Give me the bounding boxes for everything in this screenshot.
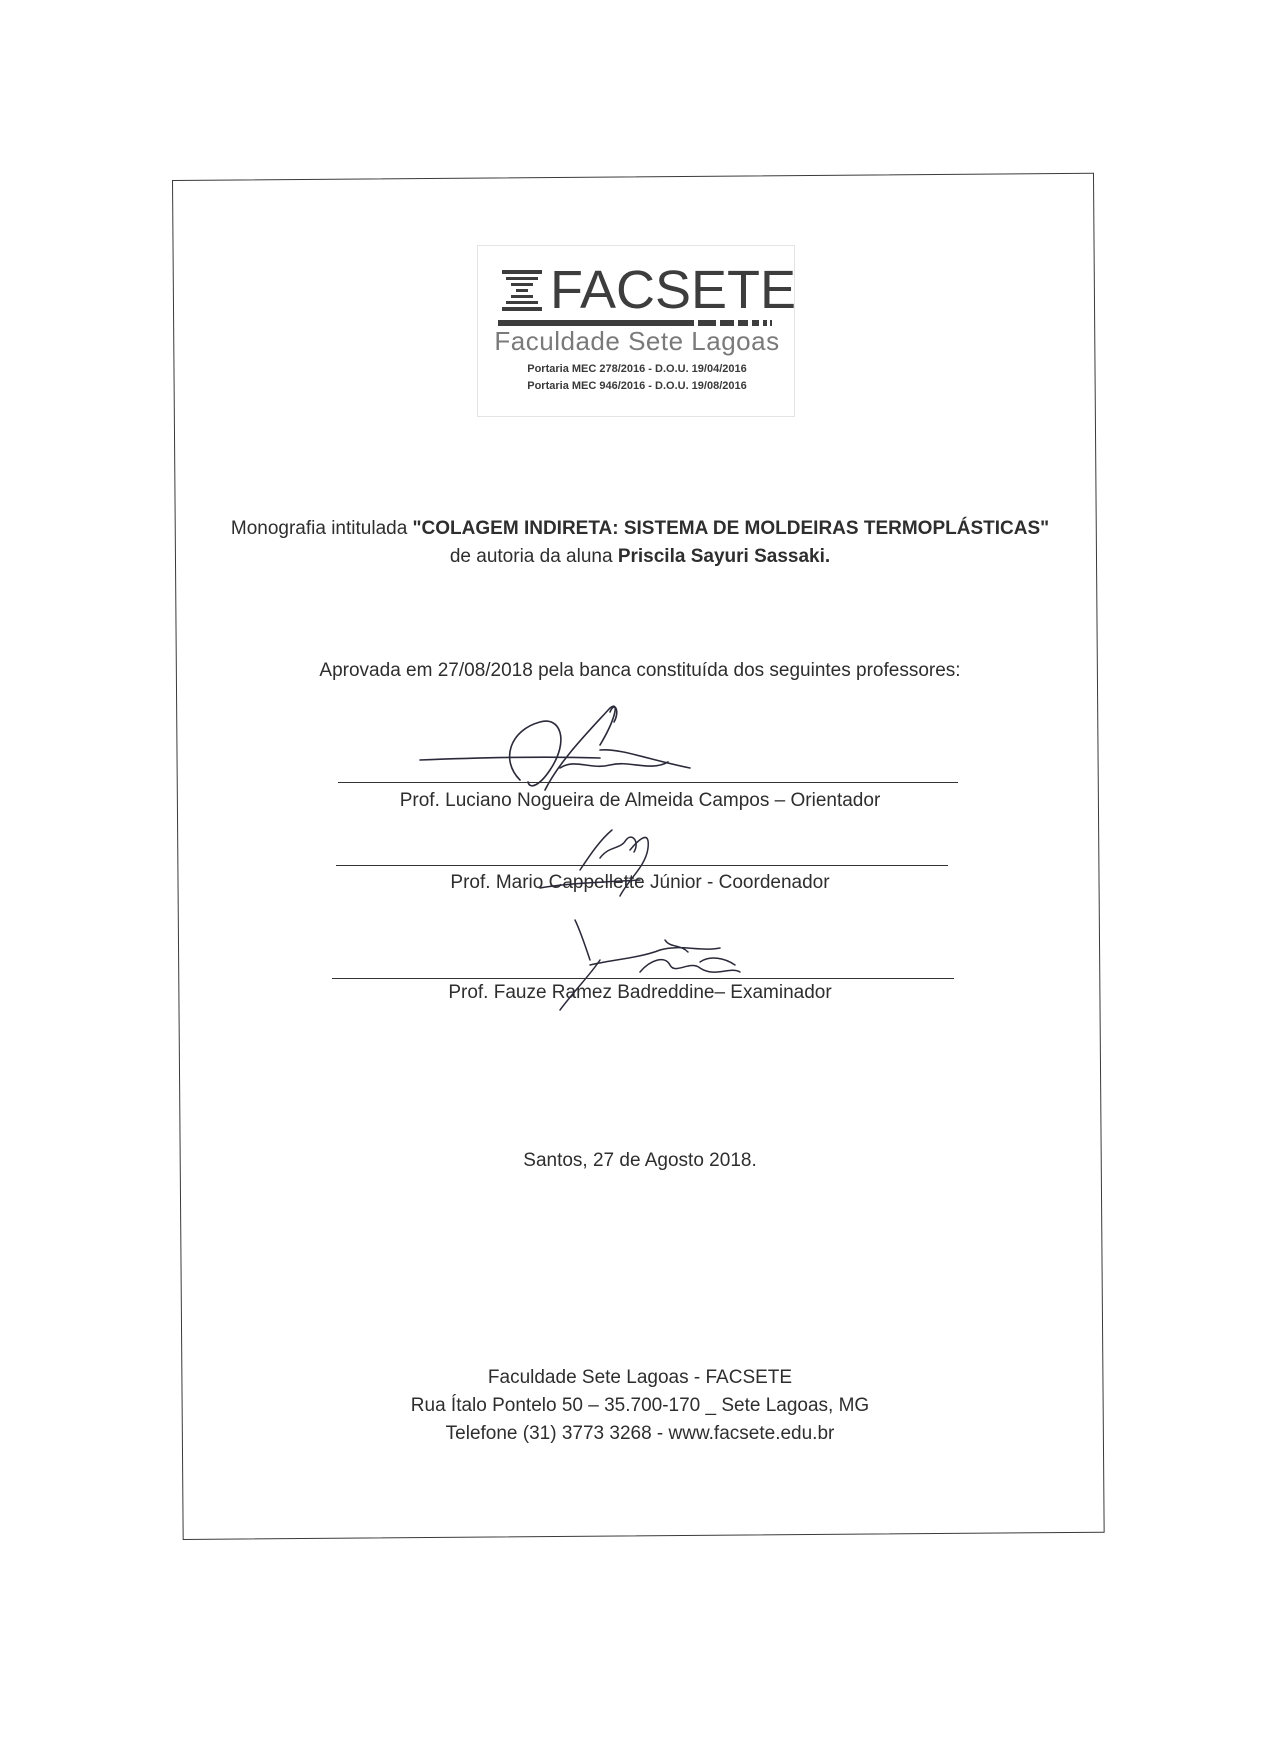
signature-line-1 xyxy=(338,782,958,783)
signature-line-2 xyxy=(336,865,948,866)
logo-registration-2: Portaria MEC 946/2016 - D.O.U. 19/08/2016 xyxy=(527,380,747,392)
footer-contact: Telefone (31) 3773 3268 - www.facsete.edu.br xyxy=(445,1423,835,1444)
signature-line-3 xyxy=(332,978,954,979)
author-line xyxy=(200,546,1080,568)
approval-text: Aprovada em 27/08/2018 pela banca constituída dos seguintes professores: xyxy=(319,660,961,681)
signatory-1: Prof. Luciano Nogueira de Almeida Campos – Orientador xyxy=(399,790,881,811)
logo-name: FACSETE xyxy=(550,260,797,320)
footer-address: Rua Ítalo Pontelo 50 – 35.700-170 _ Sete Lagoas, MG xyxy=(410,1395,870,1416)
footer-institution: Faculdade Sete Lagoas - FACSETE xyxy=(487,1367,793,1388)
facsete-logo xyxy=(477,245,795,417)
author-name: Priscila Sayuri Sassaki. xyxy=(617,546,831,567)
signatory-2: Prof. Mario Cappellette Júnior - Coordenador xyxy=(450,872,830,893)
place-date: Santos, 27 de Agosto 2018. xyxy=(523,1150,757,1171)
author-prefix: de autoria da aluna xyxy=(449,546,618,567)
logo-subtitle: Faculdade Sete Lagoas xyxy=(494,326,780,356)
logo-registration-1: Portaria MEC 278/2016 - D.O.U. 19/04/2016 xyxy=(527,363,747,375)
title-prefix: Monografia intitulada xyxy=(230,518,413,539)
monograph-title: "COLAGEM INDIRETA: SISTEMA DE MOLDEIRAS TERMOPLÁSTICAS" xyxy=(412,518,1050,539)
monograph-title-line xyxy=(200,518,1080,540)
facsete-logo-mark-icon xyxy=(502,270,542,314)
signatory-3: Prof. Fauze Ramez Badreddine– Examinador xyxy=(448,982,832,1003)
